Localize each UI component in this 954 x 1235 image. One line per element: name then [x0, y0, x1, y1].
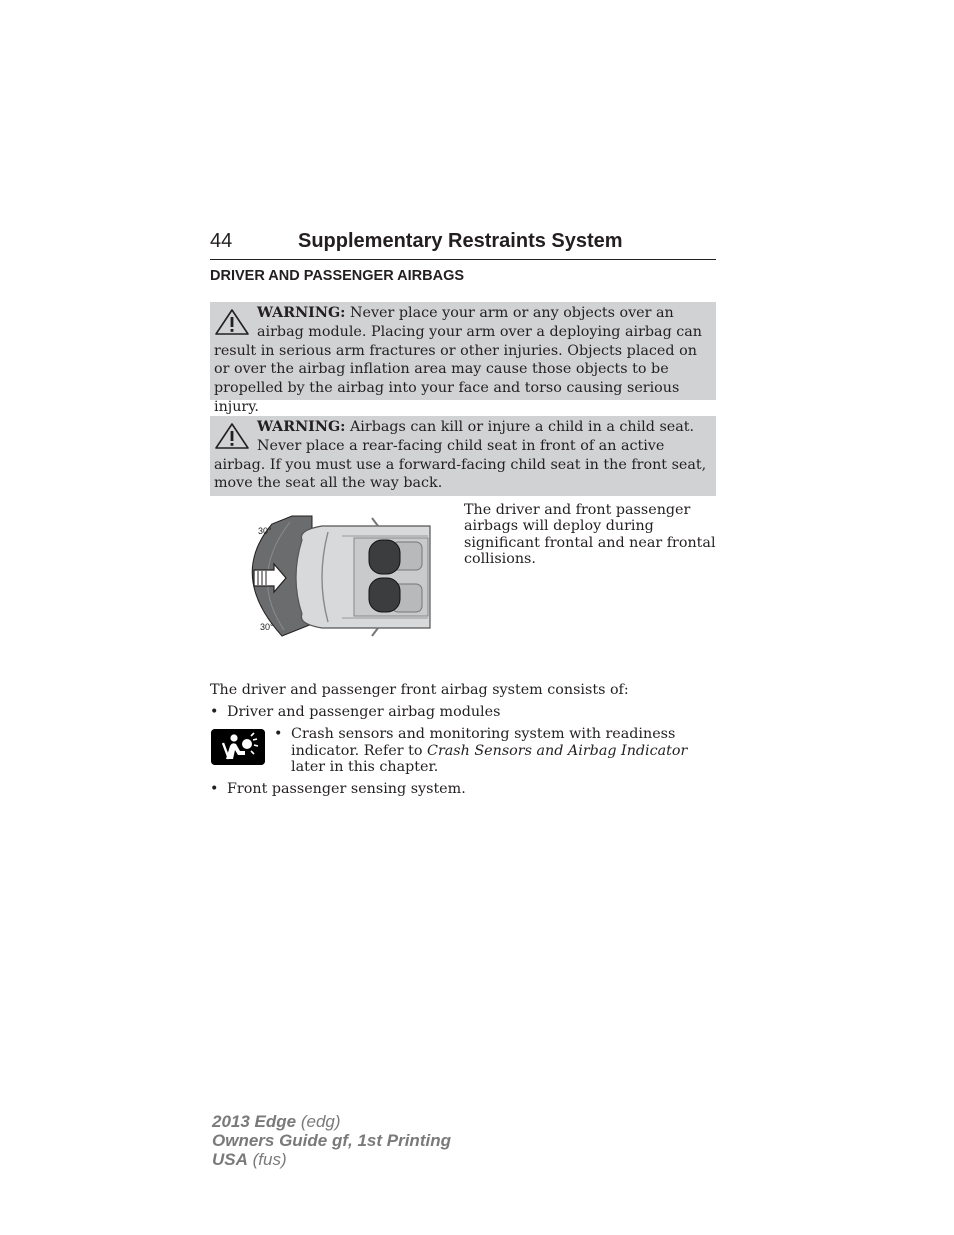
footer-market-code: (fus) [247, 1150, 287, 1169]
passenger-airbag [369, 578, 400, 612]
page-footer [212, 1112, 451, 1169]
system-components-intro: The driver and passenger front airbag system consists of: [210, 682, 629, 698]
warning-triangle-icon [214, 422, 250, 450]
list-item [274, 726, 704, 776]
warning-label: WARNING: [257, 419, 346, 435]
list-item-text-end: later in this chapter. [291, 759, 439, 775]
list-item [210, 781, 466, 798]
list-item-text: Driver and passenger airbag modules [227, 704, 501, 720]
footer-line-model [212, 1112, 451, 1131]
footer-model: 2013 Edge [212, 1112, 297, 1131]
angle-label-bottom: 30° [260, 622, 274, 632]
footer-model-code: (edg) [296, 1112, 341, 1131]
warning-box [210, 416, 716, 496]
airbag-deploy-description: The driver and front passenger airbags will deploy during significant frontal and near frontal collisions. [464, 502, 716, 567]
warning-text: Airbags can kill or injure a child in a child seat. Never place a rear-facing child seat in front of an active airbag. If you must use a forward-facing child seat in the front seat, move the seat all the way back. [214, 419, 707, 492]
airbag-deployment-figure [232, 512, 438, 642]
bullet-dot: • [274, 726, 283, 742]
list-item-text [291, 726, 704, 776]
airbag-indicator-icon [211, 729, 265, 765]
footer-market: USA [212, 1150, 248, 1169]
bullet-dot: • [210, 704, 219, 720]
warning-box [210, 302, 716, 415]
warning-triangle-icon [214, 308, 250, 336]
section-heading: DRIVER AND PASSENGER AIRBAGS [210, 268, 465, 284]
footer-line-market [212, 1150, 451, 1169]
page-header [210, 230, 716, 260]
cross-reference-link-text: Crash Sensors and Airbag Indicator [427, 742, 688, 759]
footer-line-guide [212, 1131, 451, 1150]
list-item-text: Front passenger sensing system. [227, 781, 466, 797]
warning-text: Never place your arm or any objects over an airbag module. Placing your arm over a deploying airbag can result in serious arm fractures or other injuries. Objects placed on or over the airbag inflation area may cause those objects to be propelled by the airbag into your face and torso causing serious injury. [214, 305, 703, 415]
angle-label-top: 30° [258, 526, 272, 536]
footer-guide: Owners Guide gf, 1st Printing [212, 1131, 451, 1150]
warning-label: WARNING: [257, 305, 346, 321]
car-top-view [296, 518, 430, 636]
driver-airbag [369, 540, 400, 574]
chapter-title: Supplementary Restraints System [298, 230, 623, 252]
page-number: 44 [210, 230, 233, 252]
list-item [210, 704, 500, 721]
bullet-dot: • [210, 781, 219, 797]
list-item-text-start: Crash sensors and monitoring system with readiness indicator. Refer to [291, 726, 676, 759]
